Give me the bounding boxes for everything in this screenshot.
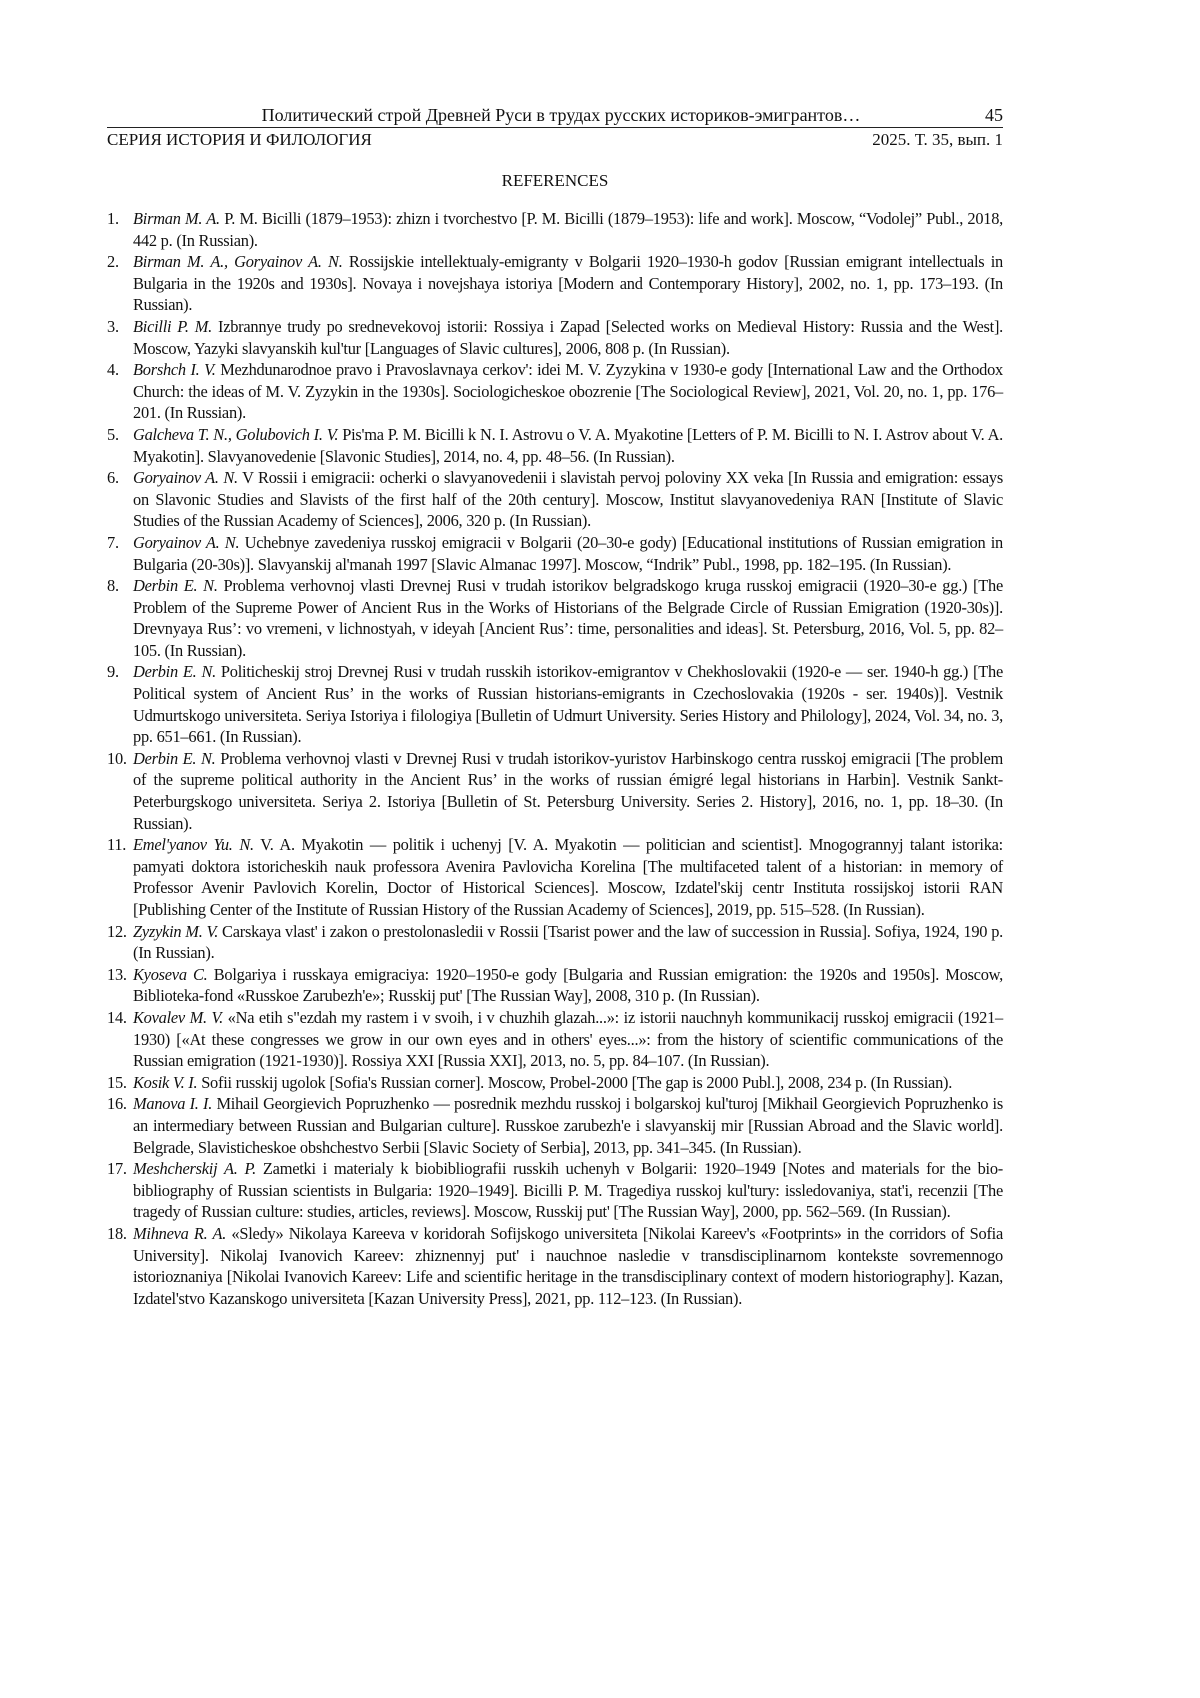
reference-item bbox=[107, 532, 1003, 575]
reference-body bbox=[133, 964, 1003, 1007]
reference-author: Kovalev M. V. bbox=[133, 1007, 224, 1027]
reference-text: V Rossii i emigracii: ocherki o slavyanovedenii i slavistah pervoj poloviny XX veka [In Russia and emigration: essays on Slavonic Studies and Slavists of the first half of the 20th century]. Moscow, Institut slavyanovedeniya RAN [Institute of Slavic Studies of the Russian Academy of Sciences], 2006, 320 p. (In Russian). bbox=[133, 468, 1004, 531]
reference-item bbox=[107, 251, 1003, 316]
reference-number: 17. bbox=[107, 1159, 127, 1179]
reference-body bbox=[133, 251, 1003, 316]
reference-item bbox=[107, 1158, 1003, 1223]
reference-text: V. A. Myakotin — politik i uchenyj [V. A. Myakotin — politician and scientist]. Mnogogrannyj talant istorika: pamyati doktora istoricheskih nauk professora Avenira Pavlovicha Korelina [The multifaceted talent of a historian: in memory of Professor Avenir Pavlovich Korelin, Doctor of Historical Sciences]. Moscow, Izdatel'skij centr Instituta rossijskoj istorii RAN [Publishing Center of the Institute of Russian History of the Russian Academy of Sciences], 2019, pp. 515–528. (In Russian). bbox=[133, 835, 1003, 919]
reference-number: 9. bbox=[107, 662, 119, 682]
reference-item bbox=[107, 359, 1003, 424]
reference-text: Pis'ma P. M. Bicilli k N. I. Astrovu o V. A. Myakotine [Letters of P. M. Bicilli to N. I. Astrov about V. A. Myakotin]. Slavyanovedenie [Slavonic Studies], 2014, no. 4, pp. 48–56. (In Russian). bbox=[133, 424, 1004, 466]
reference-body bbox=[133, 467, 1003, 532]
reference-body bbox=[133, 1072, 1003, 1094]
reference-author: Zyzykin M. V. bbox=[133, 921, 219, 941]
reference-author: Manova I. I. bbox=[133, 1094, 213, 1114]
reference-text: Izbrannye trudy po srednevekovoj istorii: Rossiya i Zapad [Selected works on Medieval History: Russia and the West]. Moscow, Yazyki slavyanskih kul'tur [Languages of Slavic cultures], 2006, 808 p. (In Russian). bbox=[133, 316, 1003, 358]
reference-author: Mihneva R. A. bbox=[133, 1223, 227, 1243]
journal-series: СЕРИЯ ИСТОРИЯ И ФИЛОЛОГИЯ bbox=[107, 130, 372, 149]
journal-line bbox=[107, 129, 1003, 151]
reference-number: 5. bbox=[107, 424, 119, 444]
reference-text: Zametki i materialy k biobibliografii russkih uchenyh v Bolgarii: 1920–1949 [Notes and materials for the bio-bibliography of Russian scientists in Bulgaria: 1920–1949]. Bicilli P. M. Tragediya russkoj kul'tury: issledovaniya, stat'i, recenzii [The tragedy of Russian culture: studies, articles, reviews]. Moscow, Russkij put' [The Russian Way], 2000, pp. 562–569. (In Russian). bbox=[133, 1159, 1003, 1222]
reference-item bbox=[107, 575, 1003, 661]
reference-number: 8. bbox=[107, 576, 119, 596]
reference-text: P. M. Bicilli (1879–1953): zhizn i tvorchestvo [P. M. Bicilli (1879–1953): life and work]. Moscow, “Vodolej” Publ., 2018, 442 p. (In Russian). bbox=[133, 209, 1004, 250]
reference-text: Sofii russkij ugolok [Sofia's Russian corner]. Moscow, Probel-2000 [The gap is 2000 Publ.], 2008, 234 p. (In Russian). bbox=[197, 1072, 953, 1092]
reference-author: Borshch I. V. bbox=[133, 360, 216, 380]
reference-body bbox=[133, 532, 1003, 575]
reference-body bbox=[133, 921, 1003, 964]
journal-issue: 2025. Т. 35, вып. 1 bbox=[872, 130, 1003, 149]
reference-item bbox=[107, 964, 1003, 1007]
reference-number: 18. bbox=[107, 1223, 127, 1243]
references-list bbox=[107, 208, 1003, 1309]
reference-number: 12. bbox=[107, 921, 127, 941]
reference-body bbox=[133, 208, 1003, 251]
reference-author: Birman M. A., Goryainov A. N. bbox=[133, 252, 343, 272]
reference-item bbox=[107, 467, 1003, 532]
reference-item bbox=[107, 424, 1003, 467]
reference-item bbox=[107, 661, 1003, 747]
reference-body bbox=[133, 424, 1003, 467]
reference-text: Politicheskij stroj Drevnej Rusi v trudah russkih istorikov-emigrantov v Chekhoslovakii (1920-e — ser. 1940-h gg.) [The Political system of Ancient Rus’ in the works of Russian historians-emigrants in Czechoslovakia (1920s - ser. 1940s)]. Vestnik Udmurtskogo universiteta. Seriya Istoriya i filologiya [Bulletin of Udmurt University. Series History and Philology], 2024, Vol. 34, no. 3, pp. 651–661. (In Russian). bbox=[133, 662, 1003, 747]
reference-text: Mihail Georgievich Popruzhenko — posrednik mezhdu russkoj i bolgarskoj kul'turoj [Mikhail Georgievich Popruzhenko is an intermediary between Russian and Bulgarian culture]. Russkoe zarubezh'e i slavyanskij mir [Russian Abroad and the Slavic world]. Belgrade, Slavisticheskoe obshchestvo Serbii [Slavic Society of Serbia], 2013, pp. 341–345. (In Russian). bbox=[133, 1094, 1003, 1157]
reference-text: «Na etih s"ezdah my rastem i v svoih, i v chuzhih glazah...»: iz istorii nauchnyh kommunikacij russkoj emigracii (1921–1930) [«At these congresses we grow in our own eyes and in others' eyes...»: from the history of scientific communications of the Russian emigration (1921-1930)]. Rossiya XXI [Russia XXI], 2013, no. 5, pp. 84–107. (In Russian). bbox=[133, 1007, 1003, 1071]
reference-number: 10. bbox=[107, 748, 127, 768]
reference-author: Derbin E. N. bbox=[133, 748, 216, 768]
reference-body bbox=[133, 661, 1003, 747]
running-title: Политический строй Древней Руси в трудах русских историков-эмигрантов… bbox=[261, 105, 861, 125]
section-title: REFERENCES bbox=[501, 171, 609, 190]
reference-author: Derbin E. N. bbox=[133, 662, 216, 682]
reference-author: Goryainov A. N. bbox=[133, 468, 238, 488]
reference-body bbox=[133, 834, 1003, 920]
reference-item bbox=[107, 921, 1003, 964]
reference-text: «Sledy» Nikolaya Kareeva v koridorah Sofijskogo universiteta [Nikolai Kareev's «Footprints» in the corridors of Sofia University]. Nikolaj Ivanovich Kareev: zhiznennyj put' i nauchnoe nasledie v transdisciplinarnom kontekste sovremennogo istorioznaniya [Nikolai Ivanovich Kareev: Life and scientific heritage in the transdisciplinary context of modern historiography]. Kazan, Izdatel'stvo Kazanskogo universiteta [Kazan University Press], 2021, pp. 112–123. (In Russian). bbox=[133, 1223, 1003, 1308]
reference-author: Kosik V. I. bbox=[133, 1072, 198, 1092]
reference-author: Galcheva T. N., Golubovich I. V. bbox=[133, 424, 339, 444]
reference-body bbox=[133, 316, 1003, 359]
reference-body bbox=[133, 575, 1003, 661]
reference-body bbox=[133, 1223, 1003, 1309]
reference-author: Bicilli P. M. bbox=[133, 316, 213, 336]
reference-item bbox=[107, 748, 1003, 834]
reference-number: 4. bbox=[107, 360, 119, 380]
page-number: 45 bbox=[985, 105, 1003, 125]
reference-body bbox=[133, 1158, 1003, 1223]
reference-item bbox=[107, 1093, 1003, 1158]
reference-text: Uchebnye zavedeniya russkoj emigracii v Bolgarii (20–30-e gody) [Educational institutions of Russian emigration in Bulgaria (20-30s)]. Slavyanskij al'manah 1997 [Slavic Almanac 1997]. Moscow, “Indrik” Publ., 1998, pp. 182–195. (In Russian). bbox=[133, 532, 1003, 574]
reference-item bbox=[107, 1223, 1003, 1309]
reference-text: Carskaya vlast' i zakon o prestolonasledii v Rossii [Tsarist power and the law of succession in Russia]. Sofiya, 1924, 190 p. (In Russian). bbox=[133, 921, 1003, 963]
reference-author: Derbin E. N. bbox=[133, 576, 218, 596]
reference-author: Emel'yanov Yu. N. bbox=[133, 835, 254, 855]
reference-item bbox=[107, 316, 1003, 359]
reference-number: 13. bbox=[107, 964, 127, 984]
reference-number: 15. bbox=[107, 1072, 127, 1092]
reference-text: Mezhdunarodnoe pravo i Pravoslavnaya cerkov': idei M. V. Zyzykina v 1930-e gody [International Law and the Orthodox Church: the ideas of M. V. Zyzykin in the 1930s]. Sociologicheskoe obozrenie [The Sociological Review], 2021, Vol. 20, no. 1, pp. 176–201. (In Russian). bbox=[133, 360, 1003, 423]
reference-body bbox=[133, 1007, 1003, 1072]
reference-number: 6. bbox=[107, 468, 119, 488]
reference-item bbox=[107, 208, 1003, 251]
document-page bbox=[107, 104, 1003, 1309]
reference-number: 14. bbox=[107, 1007, 127, 1027]
reference-body bbox=[133, 748, 1003, 834]
running-header bbox=[107, 104, 1003, 128]
reference-author: Birman M. A. bbox=[133, 209, 220, 228]
reference-author: Goryainov A. N. bbox=[133, 532, 240, 552]
reference-body bbox=[133, 1093, 1003, 1158]
reference-author: Kyoseva C. bbox=[133, 964, 208, 984]
reference-number: 16. bbox=[107, 1094, 127, 1114]
reference-number: 3. bbox=[107, 316, 119, 336]
reference-text: Bolgariya i russkaya emigraciya: 1920–1950-e gody [Bulgaria and Russian emigration: the 1920s and 1950s]. Moscow, Biblioteka-fond «Russkoe Zarubezh'e»; Russkij put' [The Russian Way], 2008, 310 p. (In Russian). bbox=[133, 964, 1004, 1006]
reference-number: 7. bbox=[107, 532, 119, 552]
reference-text: Rossijskie intellektualy-emigranty v Bolgarii 1920–1930-h godov [Russian emigrant intellectuals in Bulgaria in the 1920s and 1930s]. Novaya i novejshaya istoriya [Modern and Contemporary History], 2002, no. 1, pp. 173–193. (In Russian). bbox=[133, 252, 1003, 315]
reference-author: Meshcherskij A. P. bbox=[133, 1159, 257, 1179]
reference-number: 2. bbox=[107, 252, 119, 272]
reference-item bbox=[107, 1072, 1003, 1094]
reference-item bbox=[107, 834, 1003, 920]
reference-item bbox=[107, 1007, 1003, 1072]
reference-body bbox=[133, 359, 1003, 424]
reference-number: 1. bbox=[107, 209, 119, 228]
reference-text: Problema verhovnoj vlasti v Drevnej Rusi v trudah istorikov-yuristov Harbinskogo centra russkoj emigracii [The problem of the supreme political authority in the Ancient Rus’ in the works of russian émigré legal historians in Harbin]. Vestnik Sankt-Peterburgskogo universiteta. Seriya 2. Istoriya [Bulletin of St. Petersburg University. Series 2. History], 2016, no. 1, pp. 18–30. (In Russian). bbox=[133, 748, 1003, 833]
reference-number: 11. bbox=[107, 835, 127, 855]
reference-text: Problema verhovnoj vlasti Drevnej Rusi v trudah istorikov belgradskogo kruga russkoj emigracii (1920–30-e gg.) [The Problem of the Supreme Power of Ancient Rus in the Works of Historians of the Belgrade Circle of Russian Emigration (1920-30s)]. Drevnyaya Rus’: vo vremeni, v lichnostyah, v ideyah [Ancient Rus’: time, personalities and ideas]. St. Petersburg, 2016, Vol. 5, pp. 82–105. (In Russian). bbox=[133, 576, 1004, 660]
